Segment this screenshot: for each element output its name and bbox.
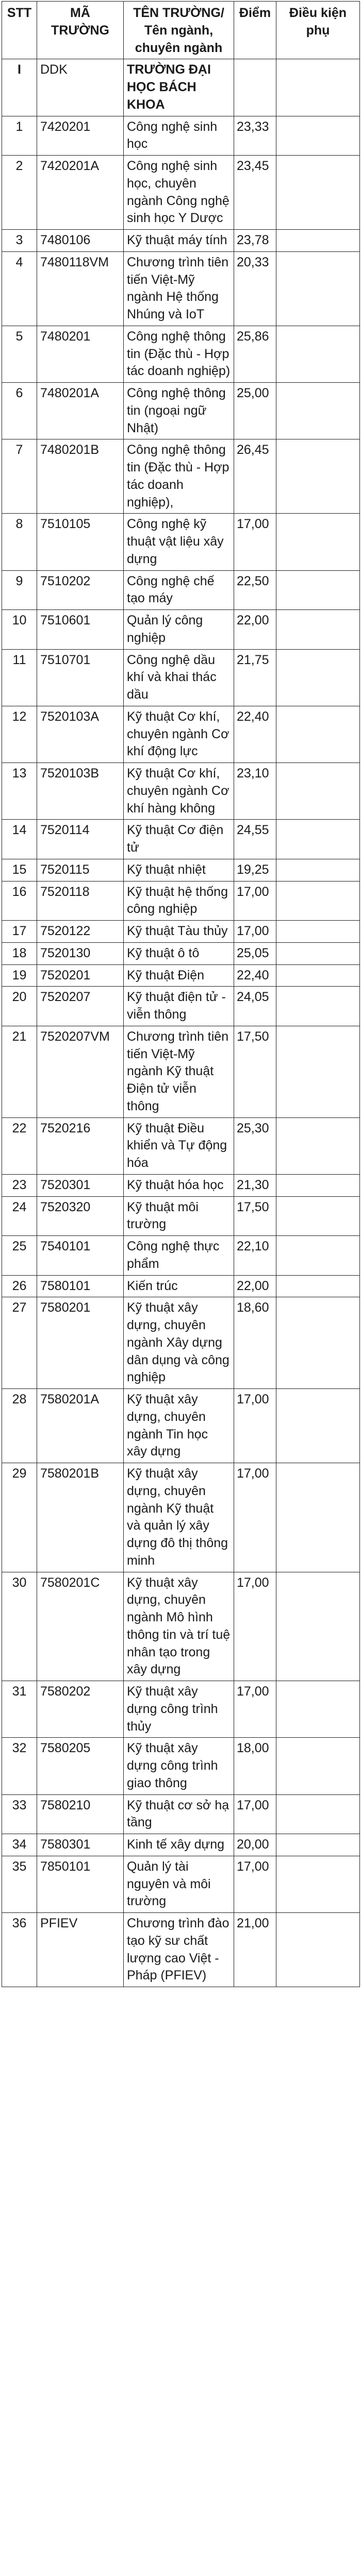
row-condition: [276, 649, 360, 706]
table-row: [2, 1856, 360, 1912]
table-row: [2, 1681, 360, 1738]
row-code: 7510105: [37, 514, 124, 570]
table-row: [2, 610, 360, 650]
section-code: DDK: [37, 59, 124, 116]
row-condition: [276, 326, 360, 382]
row-stt: 26: [2, 1275, 37, 1297]
row-score: 22,40: [234, 964, 276, 987]
row-program-name: Kỹ thuật xây dựng công trình giao thông: [124, 1738, 234, 1794]
row-stt: 11: [2, 649, 37, 706]
row-condition: [276, 881, 360, 921]
header-diem: Điểm: [234, 2, 276, 59]
row-stt: 4: [2, 251, 37, 326]
row-code: 7520114: [37, 820, 124, 859]
row-condition: [276, 1681, 360, 1738]
row-program-name: Công nghệ sinh học, chuyên ngành Công nghệ sinh học Y Dược: [124, 156, 234, 230]
row-program-name: Công nghệ thông tin (Đặc thù - Hợp tác doanh nghiệp): [124, 326, 234, 382]
row-condition: [276, 1572, 360, 1681]
row-code: 7580101: [37, 1275, 124, 1297]
table-row: [2, 116, 360, 156]
row-condition: [276, 116, 360, 156]
row-score: 19,25: [234, 859, 276, 881]
row-code: 7510202: [37, 570, 124, 610]
row-stt: 19: [2, 964, 37, 987]
row-condition: [276, 610, 360, 650]
row-score: 22,40: [234, 706, 276, 762]
row-score: 23,45: [234, 156, 276, 230]
row-condition: [276, 439, 360, 514]
row-program-name: Kỹ thuật xây dựng công trình thủy: [124, 1681, 234, 1738]
row-code: 7520216: [37, 1117, 124, 1174]
table-row: [2, 1297, 360, 1389]
row-condition: [276, 1738, 360, 1794]
row-score: 20,33: [234, 251, 276, 326]
header-ma-truong: MÃ TRƯỜNG: [37, 2, 124, 59]
row-condition: [276, 763, 360, 820]
table-row: [2, 514, 360, 570]
section-score: [234, 59, 276, 116]
row-program-name: Kỹ thuật ô tô: [124, 942, 234, 964]
row-condition: [276, 706, 360, 762]
row-condition: [276, 1389, 360, 1463]
row-code: 7520122: [37, 921, 124, 943]
row-program-name: Kỹ thuật Tàu thủy: [124, 921, 234, 943]
row-code: 7580201C: [37, 1572, 124, 1681]
row-code: 7580210: [37, 1794, 124, 1834]
row-stt: 34: [2, 1834, 37, 1856]
row-score: 25,05: [234, 942, 276, 964]
row-stt: 36: [2, 1913, 37, 1987]
row-score: 17,50: [234, 1026, 276, 1117]
row-stt: 14: [2, 820, 37, 859]
row-code: 7520301: [37, 1174, 124, 1196]
row-stt: 2: [2, 156, 37, 230]
row-code: 7480201A: [37, 383, 124, 439]
row-program-name: Kỹ thuật xây dựng, chuyên ngành Xây dựng dân dụng và công nghiệp: [124, 1297, 234, 1389]
section-stt: I: [2, 59, 37, 116]
row-program-name: Kỹ thuật Cơ khí, chuyên ngành Cơ khí động lực: [124, 706, 234, 762]
row-condition: [276, 1913, 360, 1987]
row-stt: 15: [2, 859, 37, 881]
row-condition: [276, 383, 360, 439]
row-code: 7520103B: [37, 763, 124, 820]
row-stt: 9: [2, 570, 37, 610]
row-condition: [276, 1834, 360, 1856]
row-code: 7480201: [37, 326, 124, 382]
row-score: 18,00: [234, 1738, 276, 1794]
row-stt: 12: [2, 706, 37, 762]
table-row: [2, 1117, 360, 1174]
row-condition: [276, 987, 360, 1026]
row-score: 17,00: [234, 1463, 276, 1572]
header-stt: STT: [2, 2, 37, 59]
row-condition: [276, 820, 360, 859]
row-program-name: Kỹ thuật xây dựng, chuyên ngành Mô hình thông tin và trí tuệ nhân tạo trong xây dựng: [124, 1572, 234, 1681]
row-score: 17,00: [234, 1856, 276, 1912]
admission-scores-table: [2, 1, 360, 1987]
row-score: 17,00: [234, 1572, 276, 1681]
row-program-name: Quản lý công nghiệp: [124, 610, 234, 650]
row-stt: 10: [2, 610, 37, 650]
row-score: 24,05: [234, 987, 276, 1026]
row-program-name: Kỹ thuật xây dựng, chuyên ngành Kỹ thuật và quản lý xây dựng đô thị thông minh: [124, 1463, 234, 1572]
row-code: 7480106: [37, 230, 124, 252]
row-stt: 1: [2, 116, 37, 156]
table-row: [2, 439, 360, 514]
row-condition: [276, 1794, 360, 1834]
row-code: 7580201A: [37, 1389, 124, 1463]
row-stt: 20: [2, 987, 37, 1026]
row-code: 7580202: [37, 1681, 124, 1738]
row-stt: 24: [2, 1196, 37, 1236]
row-condition: [276, 921, 360, 943]
row-stt: 29: [2, 1463, 37, 1572]
row-code: 7480201B: [37, 439, 124, 514]
row-program-name: Kỹ thuật cơ sở hạ tầng: [124, 1794, 234, 1834]
row-score: 17,50: [234, 1196, 276, 1236]
table-row: [2, 820, 360, 859]
row-score: 22,00: [234, 1275, 276, 1297]
table-row: [2, 1794, 360, 1834]
table-row: [2, 1026, 360, 1117]
row-condition: [276, 942, 360, 964]
row-stt: 25: [2, 1236, 37, 1276]
row-score: 17,00: [234, 514, 276, 570]
row-stt: 8: [2, 514, 37, 570]
row-code: 7580201: [37, 1297, 124, 1389]
table-row: [2, 1275, 360, 1297]
row-condition: [276, 1174, 360, 1196]
row-score: 22,00: [234, 610, 276, 650]
row-score: 21,75: [234, 649, 276, 706]
row-code: 7520115: [37, 859, 124, 881]
row-score: 21,00: [234, 1913, 276, 1987]
row-score: 22,10: [234, 1236, 276, 1276]
row-code: PFIEV: [37, 1913, 124, 1987]
row-stt: 32: [2, 1738, 37, 1794]
row-program-name: Kỹ thuật xây dựng, chuyên ngành Tin học xây dựng: [124, 1389, 234, 1463]
table-row: [2, 1236, 360, 1276]
row-program-name: Chương trình tiên tiến Việt-Mỹ ngành Hệ thống Nhúng và IoT: [124, 251, 234, 326]
row-condition: [276, 1117, 360, 1174]
table-row: [2, 1738, 360, 1794]
row-program-name: Công nghệ sinh học: [124, 116, 234, 156]
row-stt: 5: [2, 326, 37, 382]
row-program-name: Kỹ thuật hóa học: [124, 1174, 234, 1196]
row-stt: 13: [2, 763, 37, 820]
row-stt: 28: [2, 1389, 37, 1463]
row-program-name: Kỹ thuật điện tử - viễn thông: [124, 987, 234, 1026]
row-condition: [276, 1297, 360, 1389]
row-stt: 31: [2, 1681, 37, 1738]
row-stt: 16: [2, 881, 37, 921]
row-condition: [276, 1856, 360, 1912]
header-ten-truong: TÊN TRƯỜNG/ Tên ngành, chuyên ngành: [124, 2, 234, 59]
row-score: 17,00: [234, 1794, 276, 1834]
row-code: 7520207VM: [37, 1026, 124, 1117]
table-row: [2, 942, 360, 964]
row-code: 7520201: [37, 964, 124, 987]
row-code: 7580205: [37, 1738, 124, 1794]
table-row: [2, 1913, 360, 1987]
table-row: [2, 1389, 360, 1463]
row-score: 23,33: [234, 116, 276, 156]
row-program-name: Công nghệ kỹ thuật vật liệu xây dựng: [124, 514, 234, 570]
row-stt: 21: [2, 1026, 37, 1117]
row-code: 7520118: [37, 881, 124, 921]
row-program-name: Chương trình tiên tiến Việt-Mỹ ngành Kỹ thuật Điện tử viễn thông: [124, 1026, 234, 1117]
row-stt: 33: [2, 1794, 37, 1834]
table-row: [2, 251, 360, 326]
table-row: [2, 230, 360, 252]
row-code: 7520207: [37, 987, 124, 1026]
table-row: [2, 326, 360, 382]
row-condition: [276, 230, 360, 252]
row-program-name: Công nghệ thực phẩm: [124, 1236, 234, 1276]
table-row: [2, 1196, 360, 1236]
row-program-name: Kỹ thuật Điều khiển và Tự động hóa: [124, 1117, 234, 1174]
table-row: [2, 881, 360, 921]
row-stt: 27: [2, 1297, 37, 1389]
header-dieu-kien-phu: Điều kiện phụ: [276, 2, 360, 59]
row-score: 21,30: [234, 1174, 276, 1196]
row-code: 7540101: [37, 1236, 124, 1276]
row-stt: 22: [2, 1117, 37, 1174]
row-score: 17,00: [234, 1389, 276, 1463]
row-program-name: Kỹ thuật nhiệt: [124, 859, 234, 881]
row-condition: [276, 964, 360, 987]
row-program-name: Công nghệ thông tin (ngoại ngữ Nhật): [124, 383, 234, 439]
row-program-name: Quản lý tài nguyên và môi trường: [124, 1856, 234, 1912]
row-program-name: Kiến trúc: [124, 1275, 234, 1297]
row-code: 7510601: [37, 610, 124, 650]
row-program-name: Kinh tế xây dựng: [124, 1834, 234, 1856]
row-code: 7420201A: [37, 156, 124, 230]
row-score: 26,45: [234, 439, 276, 514]
table-row: [2, 1572, 360, 1681]
row-code: 7510701: [37, 649, 124, 706]
table-row: [2, 763, 360, 820]
section-note: [276, 59, 360, 116]
row-code: 7580301: [37, 1834, 124, 1856]
row-code: 7580201B: [37, 1463, 124, 1572]
row-program-name: Công nghệ dầu khí và khai thác dầu: [124, 649, 234, 706]
row-program-name: Công nghệ thông tin (Đặc thù - Hợp tác doanh nghiệp),: [124, 439, 234, 514]
row-code: 7520103A: [37, 706, 124, 762]
section-title: TRƯỜNG ĐẠI HỌC BÁCH KHOA: [124, 59, 234, 116]
table-row: [2, 383, 360, 439]
row-condition: [276, 1196, 360, 1236]
row-condition: [276, 570, 360, 610]
row-score: 24,55: [234, 820, 276, 859]
row-condition: [276, 251, 360, 326]
section-row: [2, 59, 360, 116]
row-code: 7420201: [37, 116, 124, 156]
row-condition: [276, 1026, 360, 1117]
row-program-name: Kỹ thuật Điện: [124, 964, 234, 987]
row-condition: [276, 156, 360, 230]
row-score: 23,78: [234, 230, 276, 252]
row-stt: 6: [2, 383, 37, 439]
row-condition: [276, 1236, 360, 1276]
row-stt: 3: [2, 230, 37, 252]
table-row: [2, 649, 360, 706]
row-condition: [276, 859, 360, 881]
table-row: [2, 570, 360, 610]
row-code: 7520320: [37, 1196, 124, 1236]
row-stt: 35: [2, 1856, 37, 1912]
row-score: 22,50: [234, 570, 276, 610]
row-score: 20,00: [234, 1834, 276, 1856]
row-condition: [276, 1463, 360, 1572]
table-row: [2, 706, 360, 762]
row-stt: 30: [2, 1572, 37, 1681]
row-program-name: Kỹ thuật máy tính: [124, 230, 234, 252]
table-row: [2, 859, 360, 881]
row-condition: [276, 514, 360, 570]
row-code: 7520130: [37, 942, 124, 964]
table-row: [2, 987, 360, 1026]
row-program-name: Công nghệ chế tạo máy: [124, 570, 234, 610]
table-row: [2, 964, 360, 987]
row-score: 25,00: [234, 383, 276, 439]
row-code: 7850101: [37, 1856, 124, 1912]
row-stt: 18: [2, 942, 37, 964]
row-condition: [276, 1275, 360, 1297]
row-program-name: Chương trình đào tạo kỹ sư chất lượng cao Việt - Pháp (PFIEV): [124, 1913, 234, 1987]
row-score: 17,00: [234, 1681, 276, 1738]
row-stt: 23: [2, 1174, 37, 1196]
row-program-name: Kỹ thuật Cơ điện tử: [124, 820, 234, 859]
table-row: [2, 921, 360, 943]
table-row: [2, 156, 360, 230]
row-score: 17,00: [234, 881, 276, 921]
row-score: 23,10: [234, 763, 276, 820]
row-program-name: Kỹ thuật Cơ khí, chuyên ngành Cơ khí hàng không: [124, 763, 234, 820]
table-row: [2, 1834, 360, 1856]
table-row: [2, 1174, 360, 1196]
header-row: [2, 2, 360, 59]
row-program-name: Kỹ thuật môi trường: [124, 1196, 234, 1236]
row-stt: 17: [2, 921, 37, 943]
row-stt: 7: [2, 439, 37, 514]
row-program-name: Kỹ thuật hệ thống công nghiệp: [124, 881, 234, 921]
row-score: 17,00: [234, 921, 276, 943]
row-code: 7480118VM: [37, 251, 124, 326]
row-score: 25,86: [234, 326, 276, 382]
row-score: 18,60: [234, 1297, 276, 1389]
table-row: [2, 1463, 360, 1572]
row-score: 25,30: [234, 1117, 276, 1174]
